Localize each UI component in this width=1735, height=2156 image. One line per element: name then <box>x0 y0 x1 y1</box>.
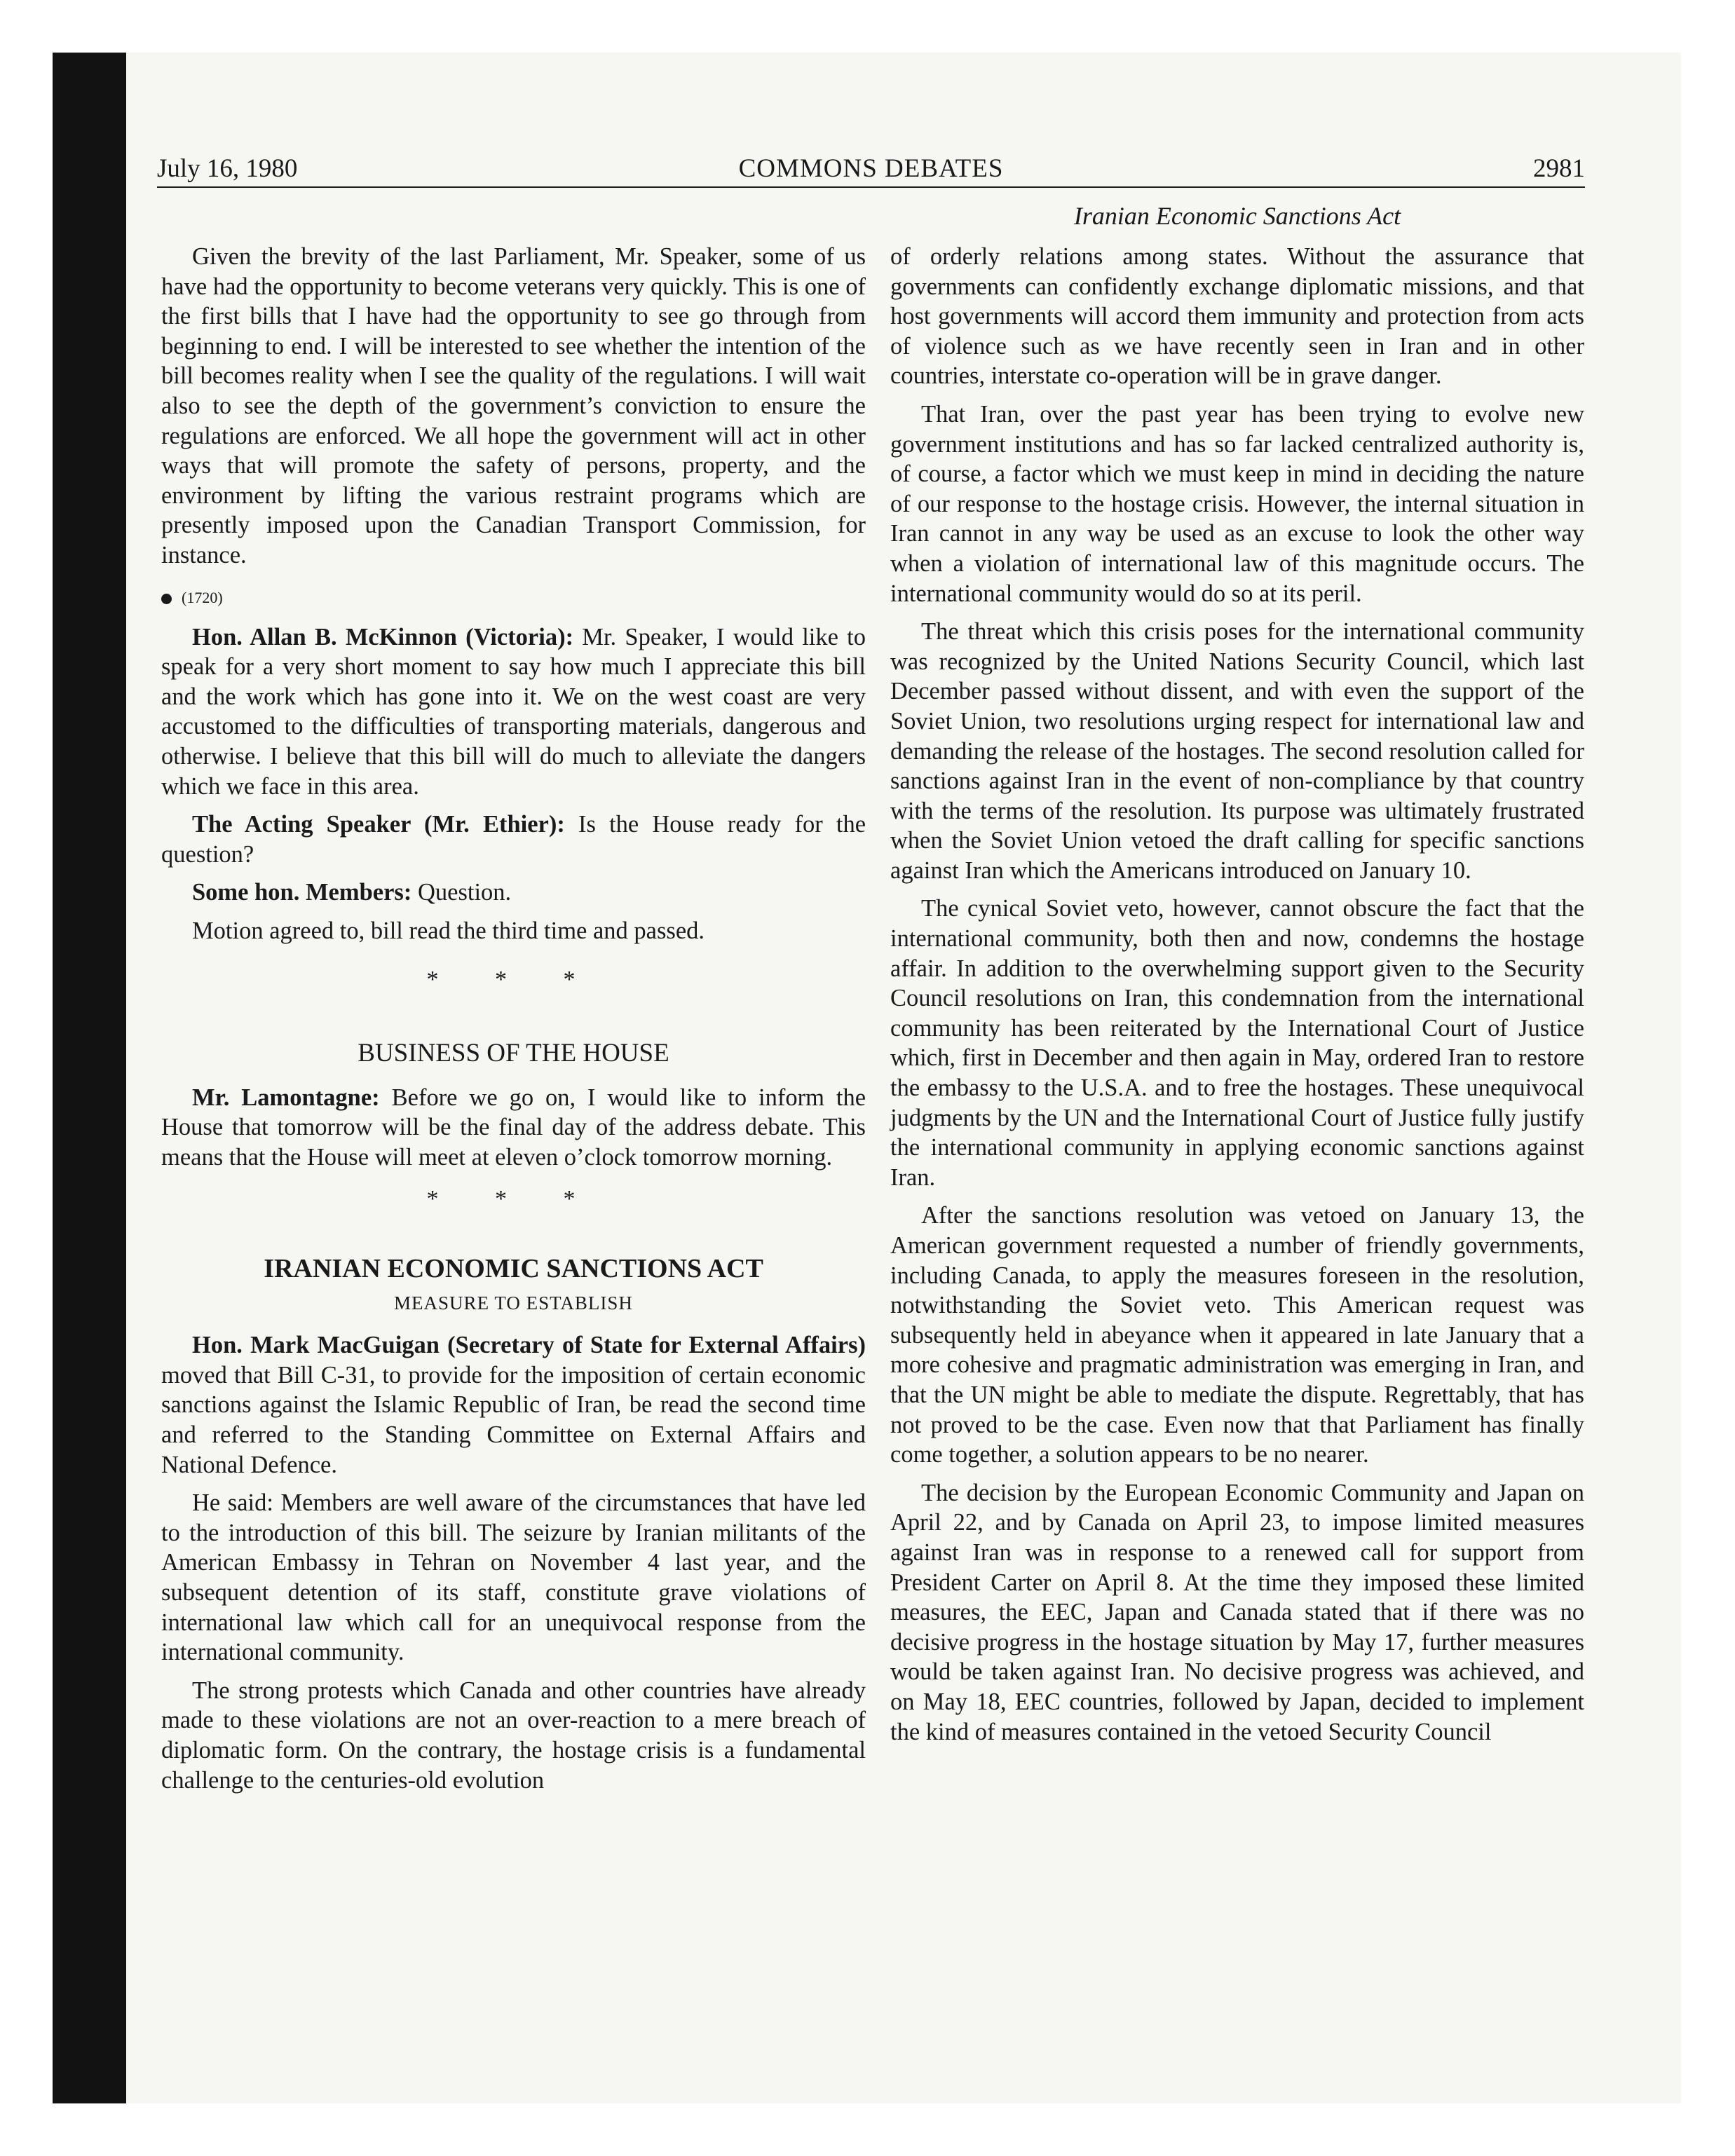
speaker-name: Some hon. Members: <box>192 879 412 906</box>
section-subheading: MEASURE TO ESTABLISH <box>394 1292 633 1314</box>
speaker-name: Hon. Mark MacGuigan (Secretary of State for External Affairs) <box>192 1332 866 1359</box>
paragraph: The decision by the European Economic Community and Japan on April 22, and by Canada on April 23, to impose limited measures against Iran was in response to a renewed call for support from President Carter on April 8. At the time they imposed these limited measures, the EEC, Japan and Canada stated that if there was no decisive progress in the hostage situation by May 17, further measures would be taken against Iran. No decisive progress was achieved, and on May 18, EEC countries, followed by Japan, decided to implement the kind of measures contained in the vetoed Security Council <box>890 1479 1584 1745</box>
speech-text: Mr. Speaker, I would like to speak for a very short moment to say how much I appreciate this bill and the work which has gone into it. We on the west coast are very accustomed to the difficulties of transporting materials, dangerous and otherwise. I believe that this bill will do much to alleviate the dangers which we face in this area. <box>161 623 866 800</box>
header-page-number: 2981 <box>1533 154 1585 183</box>
header-date: July 16, 1980 <box>157 154 298 183</box>
paragraph: The threat which this crisis poses for the international community was recognized by the United Nations Security Council, which last December passed without dissent, and with even the support of the Soviet Union, two resolutions urging respect for international law and demanding the release of the hostages. The second resolution called for sanctions against Iran in the event of non-compliance by that country with the terms of the resolution. Its purpose was ultimately frustrated when the Soviet Union vetoed the draft calling for specific sanctions against Iran which the Americans introduced on January 10. <box>890 618 1584 884</box>
section-separator: * * * <box>426 1186 601 1213</box>
paragraph: After the sanctions resolution was vetoed on January 13, the American government requested a number of friendly governments, including Canada, to apply the measures foreseen in the resolution, notwithstanding the Soviet veto. This American request was subsequently held in abeyance when it appeared in late January that a more cohesive and pragmatic administration was emerging in Iran, and that the UN might be able to mediate the dispute. Regrettably, that has not proved to be the case. Even now that that Parliament has finally come together, a solution appears to be no nearer. <box>890 1202 1584 1468</box>
header-journal-title: COMMONS DEBATES <box>738 154 1004 183</box>
section-separator: * * * <box>426 967 601 993</box>
right-column <box>890 242 1584 1755</box>
speech-text: moved that Bill C-31, to provide for the imposition of certain economic sanctions against the Islamic Republic of Iran, be read the second time and referred to the Standing Committee on External Affairs and National Defence. <box>161 1361 866 1478</box>
scan-dark-edge <box>53 53 126 2103</box>
time-marker <box>161 587 866 608</box>
speech-lamontagne <box>161 1083 866 1173</box>
motion-result: Motion agreed to, bill read the third time and passed. <box>192 917 705 944</box>
paragraph: of orderly relations among states. Without the assurance that governments can confidently exchange diplomatic missions, and that host governments will accord them immunity and protection from acts of violence such as we have recently seen in Iran and in other countries, interstate co-operation will be in grave danger. <box>890 243 1584 390</box>
paragraph: The strong protests which Canada and other countries have already made to these violations are not an over-reaction to a mere breach of diplomatic form. On the contrary, the hostage crisis is a fundamental challenge to the centuries-old evolution <box>161 1677 866 1794</box>
speaker-name: The Acting Speaker (Mr. Ethier): <box>192 811 565 838</box>
running-title: Iranian Economic Sanctions Act <box>1073 202 1401 230</box>
section-heading-business: BUSINESS OF THE HOUSE <box>358 1039 669 1068</box>
speech-text: Is the House ready for the question? <box>161 811 866 868</box>
speech-mckinnon <box>161 622 866 802</box>
paragraph: He said: Members are well aware of the circumstances that have led to the introduction of this bill. The seizure by Iranian militants of the American Embassy in Tehran on November 4 last year, and the subsequent detention of its staff, constitute grave violations of international law which call for an unequivocal response from the international community. <box>161 1489 866 1666</box>
paragraph: The cynical Soviet veto, however, cannot obscure the fact that the international community, both then and now, condemns the hostage affair. In addition to the overwhelming support given to the Security Council resolutions on Iran, this condemnation from the international community has been reiterated by the International Court of Justice which, first in December and then again in May, ordered Iran to restore the embassy to the U.S.A. and to free the hostages. These unequivocal judgments by the UN and the International Court of Justice fully justify the international community in applying economic sanctions against Iran. <box>890 895 1584 1191</box>
speech-acting-speaker <box>161 810 866 869</box>
paragraph: Given the brevity of the last Parliament, Mr. Speaker, some of us have had the opportunity to become veterans very quickly. This is one of the first bills that I have had the opportunity to see go through from beginning to end. I will be interested to see whether the intention of the bill becomes reality when I see the quality of the regulations. I will wait also to see the depth of the government’s conviction to ensure the regulations are enforced. We all hope the government will act in other ways that will promote the safety of persons, property, and the environment by lifting the various restraint programs which are presently imposed upon the Canadian Transport Commission, for instance. <box>161 243 866 568</box>
left-column <box>161 242 866 1803</box>
speaker-name: Mr. Lamontagne: <box>192 1084 380 1111</box>
bullet-dot-icon <box>161 594 172 604</box>
speaker-name: Hon. Allan B. McKinnon (Victoria): <box>192 623 574 650</box>
section-heading-act: IRANIAN ECONOMIC SANCTIONS ACT <box>264 1254 763 1284</box>
time-marker-label: (1720) <box>182 588 223 606</box>
paragraph: That Iran, over the past year has been trying to evolve new government institutions and has so far lacked centralized authority is, of course, a factor which we must keep in mind in deciding the nature of our response to the hostage crisis. However, the internal situation in Iran cannot in any way be used as an excuse to look the other way when a violation of international law of this magnitude occurs. The international community would do so at its peril. <box>890 400 1584 607</box>
speech-text: Question. <box>417 879 512 906</box>
page-header <box>157 146 1585 188</box>
header-rule <box>157 186 1585 188</box>
speech-macguigan <box>161 1330 866 1480</box>
speech-text: Before we go on, I would like to inform the House that tomorrow will be the final day of the address debate. This means that the House will meet at eleven o’clock tomorrow morning. <box>161 1084 866 1171</box>
speech-members <box>161 878 866 908</box>
